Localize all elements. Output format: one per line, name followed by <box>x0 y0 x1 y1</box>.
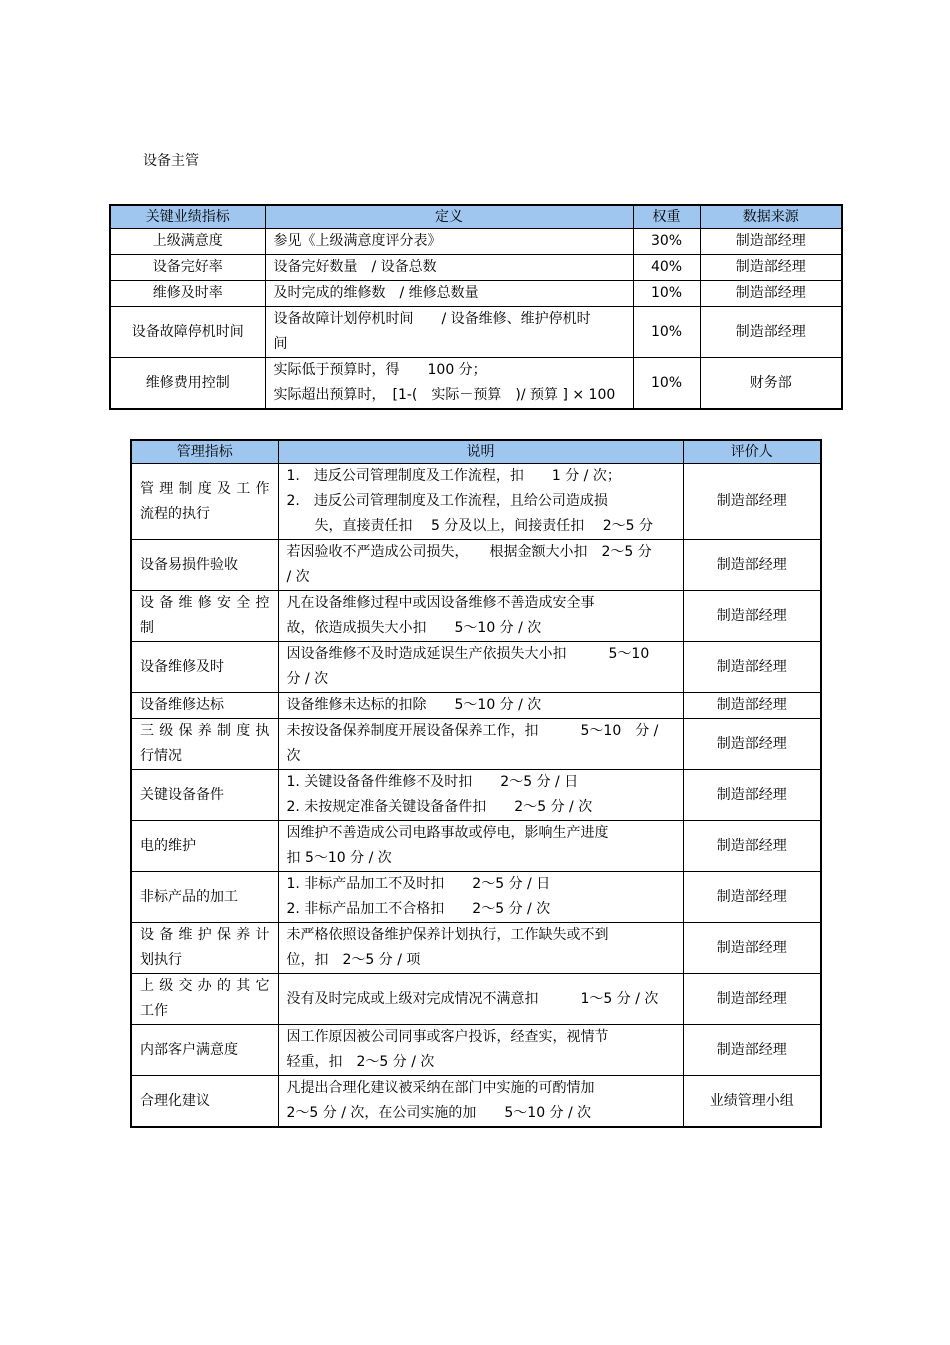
mgmt-description <box>278 464 683 540</box>
mgmt-rater: 业绩管理小组 <box>683 1076 821 1128</box>
kpi-definition <box>265 358 633 410</box>
mgmt-description-line: 分 / 次 <box>286 671 329 687</box>
mgmt-header-cell: 管理指标 <box>131 440 278 464</box>
mgmt-description-line: 轻重，扣 2～5 分 / 次 <box>286 1054 435 1070</box>
kpi-header-cell: 数据来源 <box>700 205 842 229</box>
kpi-definition <box>265 229 633 255</box>
kpi-definition-line: 实际低于预算时，得 100 分； <box>273 362 487 378</box>
mgmt-name: 电的维护 <box>131 821 278 872</box>
mgmt-description <box>278 540 683 591</box>
mgmt-name: 三 级 保 养 制 度 执 行情况 <box>131 719 278 770</box>
kpi-definition-line: 设备故障计划停机时间 / 设备维修、维护停机时 <box>273 311 591 327</box>
mgmt-rater: 制造部经理 <box>683 1025 821 1076</box>
mgmt-rater: 制造部经理 <box>683 821 821 872</box>
mgmt-description-line: 若因验收不严造成公司损失， 根据金额大小扣 2～5 分 <box>286 544 652 560</box>
kpi-definition-line: 间 <box>273 336 288 352</box>
kpi-weight: 30% <box>633 229 700 255</box>
kpi-header-row <box>110 205 842 229</box>
mgmt-rater: 制造部经理 <box>683 540 821 591</box>
kpi-source: 制造部经理 <box>700 307 842 358</box>
mgmt-row <box>131 464 821 540</box>
mgmt-row <box>131 693 821 719</box>
mgmt-description <box>278 821 683 872</box>
mgmt-description-line: 未严格依照设备维护保养计划执行，工作缺失或不到 <box>286 927 609 943</box>
mgmt-row <box>131 872 821 923</box>
kpi-definition <box>265 307 633 358</box>
mgmt-row <box>131 923 821 974</box>
mgmt-description <box>278 923 683 974</box>
mgmt-description-line: 凡在设备维修过程中或因设备维修不善造成安全事 <box>286 595 595 611</box>
kpi-weight: 10% <box>633 307 700 358</box>
mgmt-name: 上 级 交 办 的 其 它 工作 <box>131 974 278 1025</box>
mgmt-rater: 制造部经理 <box>683 974 821 1025</box>
kpi-header-cell: 权重 <box>633 205 700 229</box>
mgmt-name: 设 备 维 护 保 养 计 划执行 <box>131 923 278 974</box>
mgmt-rater: 制造部经理 <box>683 642 821 693</box>
mgmt-description-line: 没有及时完成或上级对完成情况不满意扣 1～5 分 / 次 <box>286 990 659 1007</box>
kpi-definition-line: 实际超出预算时， [1-( 实际－预算 )/ 预算 ] × 100 <box>273 387 616 403</box>
mgmt-description-line: 次 <box>286 748 301 764</box>
kpi-row <box>110 255 842 281</box>
mgmt-row <box>131 719 821 770</box>
mgmt-name: 非标产品的加工 <box>131 872 278 923</box>
mgmt-row <box>131 1025 821 1076</box>
mgmt-description <box>278 974 683 1025</box>
kpi-name: 设备故障停机时间 <box>110 307 265 358</box>
management-table <box>130 439 822 1128</box>
kpi-definition-line: 及时完成的维修数 / 维修总数量 <box>273 285 479 301</box>
mgmt-row <box>131 821 821 872</box>
mgmt-description <box>278 872 683 923</box>
kpi-table <box>109 204 843 410</box>
kpi-source: 制造部经理 <box>700 255 842 281</box>
mgmt-description-line: 位，扣 2～5 分 / 项 <box>286 952 421 968</box>
mgmt-rater: 制造部经理 <box>683 770 821 821</box>
mgmt-description-line: 2. 违反公司管理制度及工作流程，且给公司造成损 <box>286 493 608 509</box>
kpi-row <box>110 229 842 255</box>
mgmt-description-line: 失，直接责任扣 5 分及以上，间接责任扣 2～5 分 <box>286 518 654 534</box>
mgmt-rater: 制造部经理 <box>683 719 821 770</box>
mgmt-description-line: 2. 非标产品加工不合格扣 2～5 分 / 次 <box>286 901 551 917</box>
kpi-source: 财务部 <box>700 358 842 410</box>
mgmt-description <box>278 642 683 693</box>
mgmt-description-line: 扣 5～10 分 / 次 <box>286 850 392 866</box>
mgmt-description-line: 2. 未按规定准备关键设备备件扣 2～5 分 / 次 <box>286 799 593 815</box>
mgmt-name: 设 备 维 修 安 全 控 制 <box>131 591 278 642</box>
mgmt-description-line: 因工作原因被公司同事或客户投诉，经查实，视情节 <box>286 1029 609 1045</box>
mgmt-description <box>278 591 683 642</box>
mgmt-description-line: 未按设备保养制度开展设备保养工作，扣 5～10 分 / <box>286 723 659 739</box>
mgmt-description-line: 故，依造成损失大小扣 5～10 分 / 次 <box>286 620 542 636</box>
mgmt-description-line: / 次 <box>286 569 310 585</box>
mgmt-row <box>131 540 821 591</box>
kpi-definition-line: 设备完好数量 / 设备总数 <box>273 259 437 275</box>
kpi-weight: 10% <box>633 281 700 307</box>
kpi-weight: 40% <box>633 255 700 281</box>
mgmt-row <box>131 591 821 642</box>
mgmt-description-line: 1. 关键设备备件维修不及时扣 2～5 分 / 日 <box>286 774 579 790</box>
mgmt-description-line: 2～5 分 / 次，在公司实施的加 5～10 分 / 次 <box>286 1105 592 1121</box>
mgmt-rater: 制造部经理 <box>683 591 821 642</box>
mgmt-name: 合理化建议 <box>131 1076 278 1128</box>
mgmt-rater: 制造部经理 <box>683 872 821 923</box>
kpi-row <box>110 358 842 410</box>
kpi-source: 制造部经理 <box>700 229 842 255</box>
mgmt-rater: 制造部经理 <box>683 923 821 974</box>
mgmt-header-cell: 评价人 <box>683 440 821 464</box>
kpi-name: 维修费用控制 <box>110 358 265 410</box>
kpi-name: 设备完好率 <box>110 255 265 281</box>
mgmt-name: 关键设备备件 <box>131 770 278 821</box>
kpi-row <box>110 281 842 307</box>
mgmt-name: 设备维修及时 <box>131 642 278 693</box>
mgmt-description-line: 1. 非标产品加工不及时扣 2～5 分 / 日 <box>286 876 551 892</box>
kpi-definition-line: 参见《上级满意度评分表》 <box>273 233 442 249</box>
page-title: 设备主管 <box>143 153 199 169</box>
mgmt-description-line: 1. 违反公司管理制度及工作流程，扣 1 分 / 次； <box>286 468 621 484</box>
mgmt-row <box>131 770 821 821</box>
kpi-weight: 10% <box>633 358 700 410</box>
mgmt-description <box>278 770 683 821</box>
mgmt-row <box>131 1076 821 1128</box>
mgmt-description <box>278 1076 683 1128</box>
kpi-definition <box>265 255 633 281</box>
mgmt-name: 内部客户满意度 <box>131 1025 278 1076</box>
mgmt-description-line: 凡提出合理化建议被采纳在部门中实施的可酌情加 <box>286 1080 595 1096</box>
mgmt-header-cell: 说明 <box>278 440 683 464</box>
mgmt-row <box>131 642 821 693</box>
mgmt-rater: 制造部经理 <box>683 693 821 719</box>
mgmt-name: 设备易损件验收 <box>131 540 278 591</box>
mgmt-rater: 制造部经理 <box>683 464 821 540</box>
mgmt-description-line: 设备维修未达标的扣除 5～10 分 / 次 <box>286 697 542 713</box>
kpi-definition <box>265 281 633 307</box>
kpi-name: 上级满意度 <box>110 229 265 255</box>
mgmt-description <box>278 693 683 719</box>
kpi-name: 维修及时率 <box>110 281 265 307</box>
mgmt-name: 设备维修达标 <box>131 693 278 719</box>
mgmt-header-row <box>131 440 821 464</box>
mgmt-description <box>278 1025 683 1076</box>
mgmt-name: 管 理 制 度 及 工 作 流程的执行 <box>131 464 278 540</box>
kpi-source: 制造部经理 <box>700 281 842 307</box>
kpi-header-cell: 关键业绩指标 <box>110 205 265 229</box>
mgmt-description-line: 因设备维修不及时造成延误生产依损失大小扣 5～10 <box>286 646 650 662</box>
mgmt-description-line: 因维护不善造成公司电路事故或停电，影响生产进度 <box>286 825 609 841</box>
kpi-row <box>110 307 842 358</box>
mgmt-row <box>131 974 821 1025</box>
mgmt-description <box>278 719 683 770</box>
kpi-header-cell: 定义 <box>265 205 633 229</box>
